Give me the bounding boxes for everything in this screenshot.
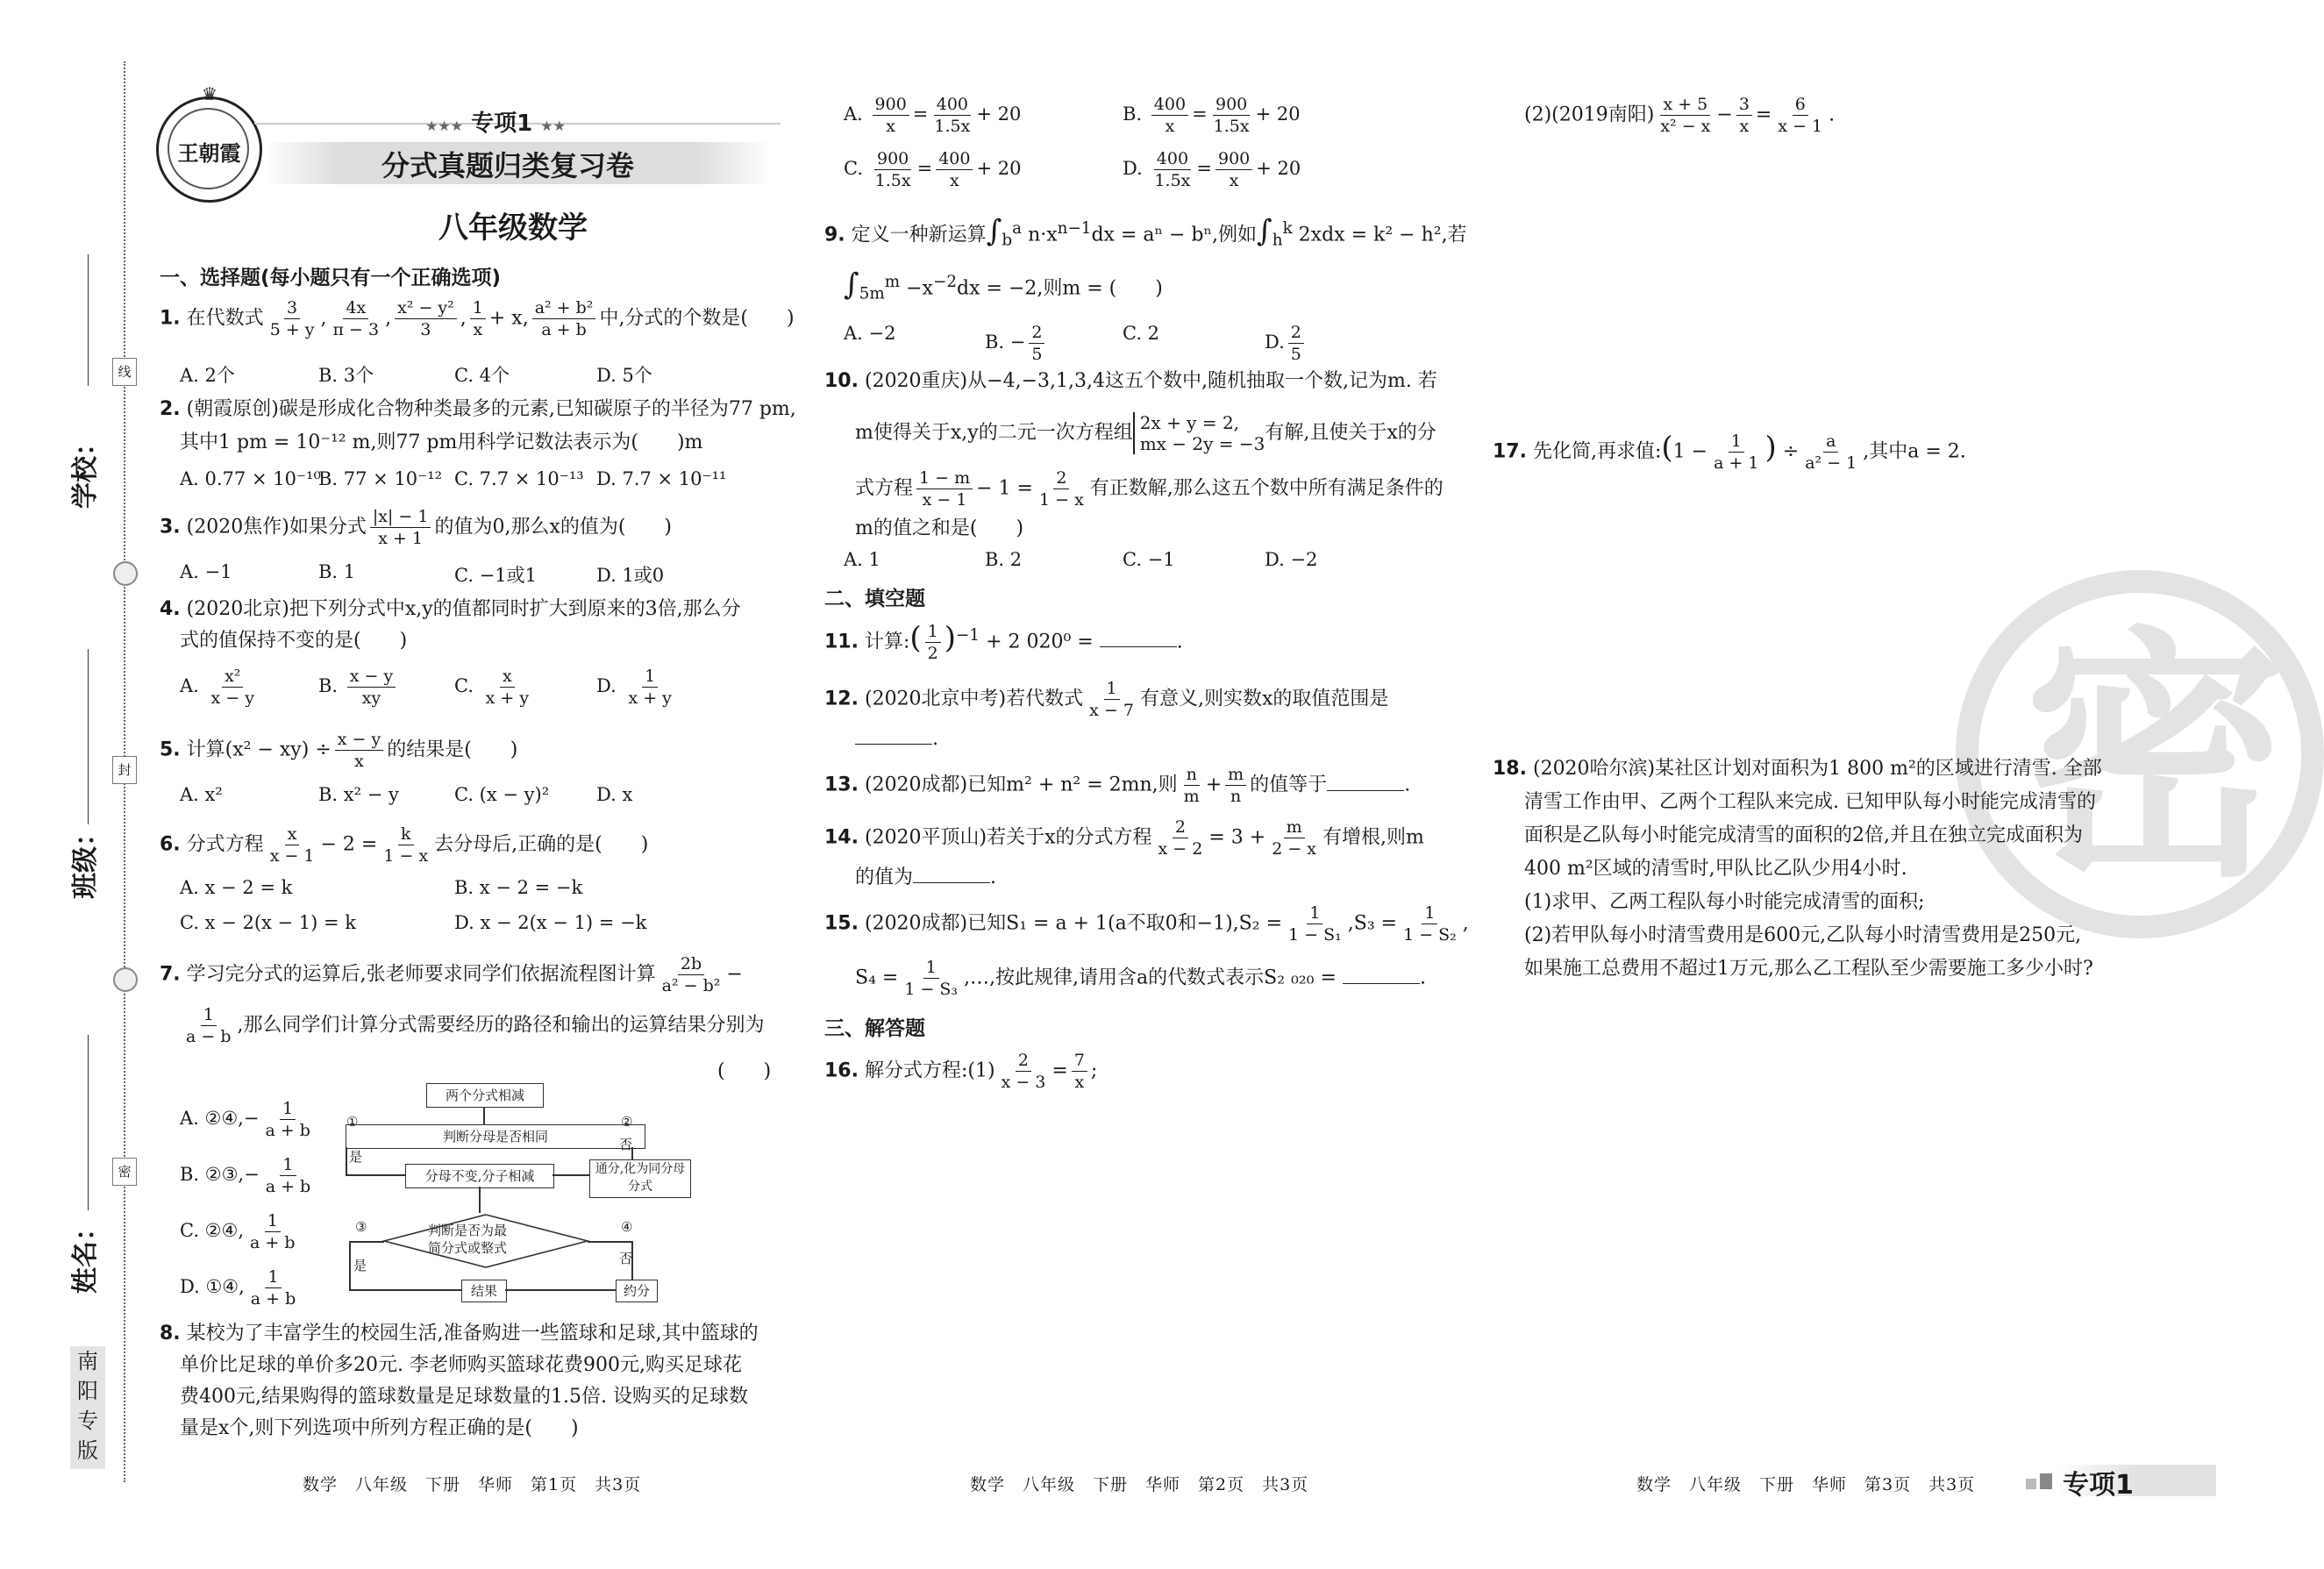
flow-start: 两个分式相减 <box>426 1083 544 1108</box>
question-10-line4: m的值之和是( ) <box>855 517 1024 539</box>
q2-option-d: D. 7.7 × 10⁻¹¹ <box>596 468 727 489</box>
no-label: 否 <box>619 1137 633 1152</box>
footer-page-2: 数学 八年级 下册 华师 第2页 共3页 <box>970 1475 1309 1494</box>
question-9: 9. 定义一种新运算$\int_b^a$ $n\cdot x^{n-1}dx = a^n - b^n$,例如$\int_h^k$ 2xdx = k² − h²,若 <box>824 213 1467 250</box>
question-8: 8. 某校为了丰富学生的校园生活,准备购进一些篮球和足球,其中篮球的 <box>160 1323 759 1344</box>
circle-3-label: ③ <box>355 1219 367 1235</box>
q15-blank[interactable] <box>1343 966 1420 984</box>
seal-char-feng: 封 <box>112 756 137 784</box>
question-4-line2: 式的值保持不变的是( ) <box>180 630 408 652</box>
question-6: 6. 分式方程 $\frac{x}{x - 1}$ − 2 = $\frac{k}{1 - x}$ 去分母后,正确的是( ) <box>160 824 649 866</box>
edition-badge: 南 阳 专 版 <box>70 1346 105 1469</box>
q5-option-c: C. (x − y)² <box>454 784 550 805</box>
q12-blank[interactable] <box>855 726 932 745</box>
question-18: 18. (2020哈尔滨)某社区计划对面积为1 800 m²的区域进行清雪. 全部 <box>1493 758 2102 780</box>
question-2-line2: 其中1 pm = 10⁻¹² m,则77 pm用科学记数法表示为( )m <box>180 431 703 453</box>
school-label: 学校： <box>70 430 101 509</box>
name-blank <box>88 1035 89 1210</box>
question-18-line3: 面积是乙队每小时能完成清雪的面积的2倍,并且在独立完成面积为 <box>1524 824 2083 846</box>
q8-option-a: A. $\frac{900}{x}$ = $\frac{400}{1.5x}$ + 20 <box>844 95 1022 136</box>
q6-option-d: D. x − 2(x − 1) = −k <box>454 912 647 933</box>
question-15: 15. (2020成都)已知S₁ = a + 1(a不取0和−1),S₂ = $\frac{1}{\text{1 − S₁}}$ ,S₃ = $\frac{1}{\text{1 − S₂}}$ , <box>824 903 1469 945</box>
watermark-seal: 密 <box>1956 570 2324 938</box>
q4-option-b: B. $\frac{x - y}{xy}$ <box>318 667 399 708</box>
yes-label: 是 <box>353 1258 367 1273</box>
class-label: 班级： <box>70 820 101 899</box>
yes-label: 是 <box>349 1149 363 1165</box>
question-7-line2: $\frac{1}{a - b}$ ,那么同学们计算分式需要经历的路径和输出的运算结果分别为 <box>186 1005 765 1046</box>
q4-option-d: D. $\frac{1}{x + y}$ <box>596 667 672 708</box>
question-10-line3: 式方程 $\frac{1 - m}{x - 1}$ − 1 = $\frac{2}{1 - x}$ 有正数解,那么这五个数中所有满足条件的 <box>855 468 1444 510</box>
seal-char-mi: 密 <box>112 1158 137 1186</box>
no-label: 否 <box>619 1251 633 1266</box>
q8-option-c: C. $\frac{900}{1.5x}$ = $\frac{400}{x}$ + 20 <box>844 149 1022 190</box>
question-11: 11. 计算:( $\frac{1}{2}$ )$^{-1}$ + 2 020⁰ = . <box>824 620 1183 663</box>
q14-blank[interactable] <box>913 865 990 883</box>
knot-icon <box>113 967 138 992</box>
q9-option-b: B. − $\frac{2}{5}$ <box>985 323 1048 364</box>
question-8-line2: 单价比足球的单价多20元. 李老师购买篮球花费900元,购买足球花 <box>180 1354 742 1376</box>
question-12: 12. (2020北京中考)若代数式 $\frac{1}{x - 7}$ 有意义,则实数x的取值范围是 <box>824 679 1389 720</box>
q5-option-b: B. x² − y <box>318 784 399 805</box>
q11-blank[interactable] <box>1100 629 1177 647</box>
q10-option-a: A. 1 <box>844 549 880 570</box>
question-12-line2: . <box>855 724 938 754</box>
school-blank <box>88 254 89 386</box>
q2-option-a: A. 0.77 × 10⁻¹⁰ <box>180 468 321 489</box>
q6-option-c: C. x − 2(x − 1) = k <box>180 912 357 933</box>
footer-page-3: 数学 八年级 下册 华师 第3页 共3页 <box>1636 1475 1976 1494</box>
q1-option-d: D. 5个 <box>596 365 652 386</box>
q10-option-b: B. 2 <box>985 549 1023 570</box>
question-4: 4. (2020北京)把下列分式中x,y的值都同时扩大到原来的3倍,那么分 <box>160 598 741 620</box>
q4-option-c: C. $\frac{x}{x + y}$ <box>454 667 530 708</box>
footer-series-tag: 专项1 <box>2063 1470 2134 1501</box>
circle-4-label: ④ <box>621 1219 633 1235</box>
q6-option-a: A. x − 2 = k <box>180 877 293 898</box>
page-title: 分式真题归类复习卷 <box>381 149 635 182</box>
q8-option-b: B. $\frac{400}{x}$ = $\frac{900}{1.5x}$ + 20 <box>1123 95 1301 136</box>
series-tag: ★★★ 专项1 ★★ <box>425 111 566 137</box>
question-18-line7: 如果施工总费用不超过1万元,那么乙工程队至少需要施工多少小时? <box>1524 958 2093 980</box>
flow-same-denominator: 分母不变,分子相减 <box>405 1164 554 1188</box>
question-18-line4: 400 m²区域的清雪时,甲队比乙队少用4小时. <box>1524 858 1907 880</box>
question-14-line2: 的值为 . <box>855 867 997 888</box>
q4-option-a: A. $\frac{\text{x²}}{x - y}$ <box>180 667 254 708</box>
question-13: 13. (2020成都)已知m² + n² = 2mn,则 $\frac{n}{m}$ + $\frac{m}{n}$ 的值等于 . <box>824 765 1411 806</box>
flow-common-denominator: 通分,化为同分母分式 <box>589 1159 691 1198</box>
question-3: 3. (2020焦作)如果分式 $\frac{|x| - 1}{x + 1}$ 的值为0,那么x的值为( ) <box>160 507 673 548</box>
q8-option-d: D. $\frac{400}{1.5x}$ = $\frac{900}{x}$ + 20 <box>1123 149 1301 190</box>
circle-2-label: ② <box>621 1114 633 1130</box>
q5-option-a: A. x² <box>180 784 223 805</box>
q3-option-c: C. −1或1 <box>454 565 537 586</box>
question-9-line2: $\int_{5m}^m -x^{-2}dx = -2$,则m = ( ) <box>844 267 1163 303</box>
question-15-line2: S₄ = $\frac{1}{\text{1 − S₃}}$ ,…,按此规律,请用含a的代数式表示S₂ ₀₂₀ = . <box>855 958 1426 999</box>
question-8-line4: 量是x个,则下列选项中所列方程正确的是( ) <box>180 1417 579 1439</box>
q9-option-a: A. −2 <box>844 323 896 344</box>
section-choice: 一、选择题(每小题只有一个正确选项) <box>160 267 502 289</box>
footer-page-1: 数学 八年级 下册 华师 第1页 共3页 <box>303 1475 642 1494</box>
section-fill: 二、填空题 <box>824 588 925 610</box>
q6-option-b: B. x − 2 = −k <box>454 877 583 898</box>
question-16: 16. 解分式方程:(1) $\frac{2}{x - 3}$ = $\frac{7}{x}$ ; <box>824 1051 1098 1092</box>
q1-option-b: B. 3个 <box>318 365 374 386</box>
question-10: 10. (2020重庆)从−4,−3,1,3,4这五个数中,随机抽取一个数,记为m. 若 <box>824 370 1437 392</box>
page-subtitle: 八年级数学 <box>438 210 588 246</box>
question-18-line2: 清雪工作由甲、乙两个工程队来完成. 已知甲队每小时能完成清雪的 <box>1524 791 2096 813</box>
q7-option-c: C. ②④, $\frac{1}{a + b}$ <box>180 1211 296 1252</box>
q7-answer-paren: ( ) <box>717 1060 772 1082</box>
class-blank <box>88 649 89 824</box>
question-18-line5: (1)求甲、乙两工程队每小时能完成清雪的面积; <box>1524 891 1925 913</box>
circle-1-label: ① <box>346 1114 359 1130</box>
q2-option-c: C. 7.7 × 10⁻¹³ <box>454 468 584 489</box>
question-10-line2: m使得关于x,y的二元一次方程组 2x + y = 2, mx − 2y = −3有解,且使关于x的分 <box>855 412 1436 454</box>
q13-blank[interactable] <box>1327 773 1404 791</box>
q9-option-d: D. $\frac{2}{5}$ <box>1265 323 1308 364</box>
question-17: 17. 先化简,再求值:(1 − $\frac{1}{a + 1}$ ) ÷ $\frac{a}{\text{a² − 1}}$ ,其中a = 2. <box>1493 430 1966 473</box>
judge2-line2: 简分式或整式 <box>428 1240 508 1256</box>
seal-char-xian: 线 <box>112 358 137 386</box>
question-16-part2: (2)(2019南阳) $\frac{x + 5}{\text{x² − x}}$ − $\frac{3}{x}$ = $\frac{6}{x - 1}$ . <box>1524 95 1836 136</box>
question-18-line6: (2)若甲队每小时清雪费用是600元,乙队每小时清雪费用是250元, <box>1524 924 2082 946</box>
q7-option-d: D. ①④, $\frac{1}{a + b}$ <box>180 1267 296 1309</box>
q9-option-c: C. 2 <box>1123 323 1160 344</box>
q10-option-d: D. −2 <box>1265 549 1318 570</box>
q1-option-a: A. 2个 <box>180 365 235 386</box>
q7-option-a: A. ②④,− $\frac{1}{a + b}$ <box>180 1099 310 1140</box>
q10-option-c: C. −1 <box>1123 549 1175 570</box>
judge2-line1: 判断是否为最 <box>428 1223 508 1238</box>
question-5: 5. 计算(x² − xy) ÷ $\frac{x - y}{x}$ 的结果是( ) <box>160 730 518 771</box>
q3-option-d: D. 1或0 <box>596 565 665 586</box>
flow-reduce: 约分 <box>616 1280 658 1302</box>
q7-option-b: B. ②③,− $\frac{1}{a + b}$ <box>180 1155 311 1196</box>
question-8-line3: 费400元,结果购得的篮球数量是足球数量的1.5倍. 设购买的足球数 <box>180 1386 748 1408</box>
question-14: 14. (2020平顶山)若关于x的分式方程 $\frac{2}{x - 2}$ = 3 + $\frac{m}{2 - x}$ 有增根,则m <box>824 817 1424 859</box>
question-7: 7. 学习完分式的运算后,张老师要求同学们依据流程图计算 $\frac{2b}{\text{a² − b²}}$ − <box>160 954 743 995</box>
q5-option-d: D. x <box>596 784 633 805</box>
question-1: 1. 在代数式 $\frac{3}{5 + y}$ , $\frac{4x}{\pi - 3}$ , $\frac{\text{x² − y²}}{3}$ , $\frac{1}{x}$ + x, $\frac{\text{a² + b²}}{a + b}$ 中,分式的个数是( ) <box>160 298 795 339</box>
question-2: 2. (朝霞原创)碳是形成化合物种类最多的元素,已知碳原子的半径为77 pm, <box>160 398 796 420</box>
q3-option-b: B. 1 <box>318 561 356 582</box>
name-label: 姓名： <box>70 1215 101 1294</box>
flow-judge1: 判断分母是否相同 <box>346 1124 645 1149</box>
knot-icon <box>113 561 138 586</box>
q3-option-a: A. −1 <box>180 561 232 582</box>
q2-option-b: B. 77 × 10⁻¹² <box>318 468 443 489</box>
section-answer: 三、解答题 <box>824 1017 925 1040</box>
q1-option-c: C. 4个 <box>454 365 510 386</box>
brand-logo: 王朝霞 ♛ <box>156 96 262 203</box>
footer-deco <box>2026 1479 2036 1489</box>
footer-deco <box>2040 1473 2052 1489</box>
flow-result: 结果 <box>461 1280 507 1302</box>
